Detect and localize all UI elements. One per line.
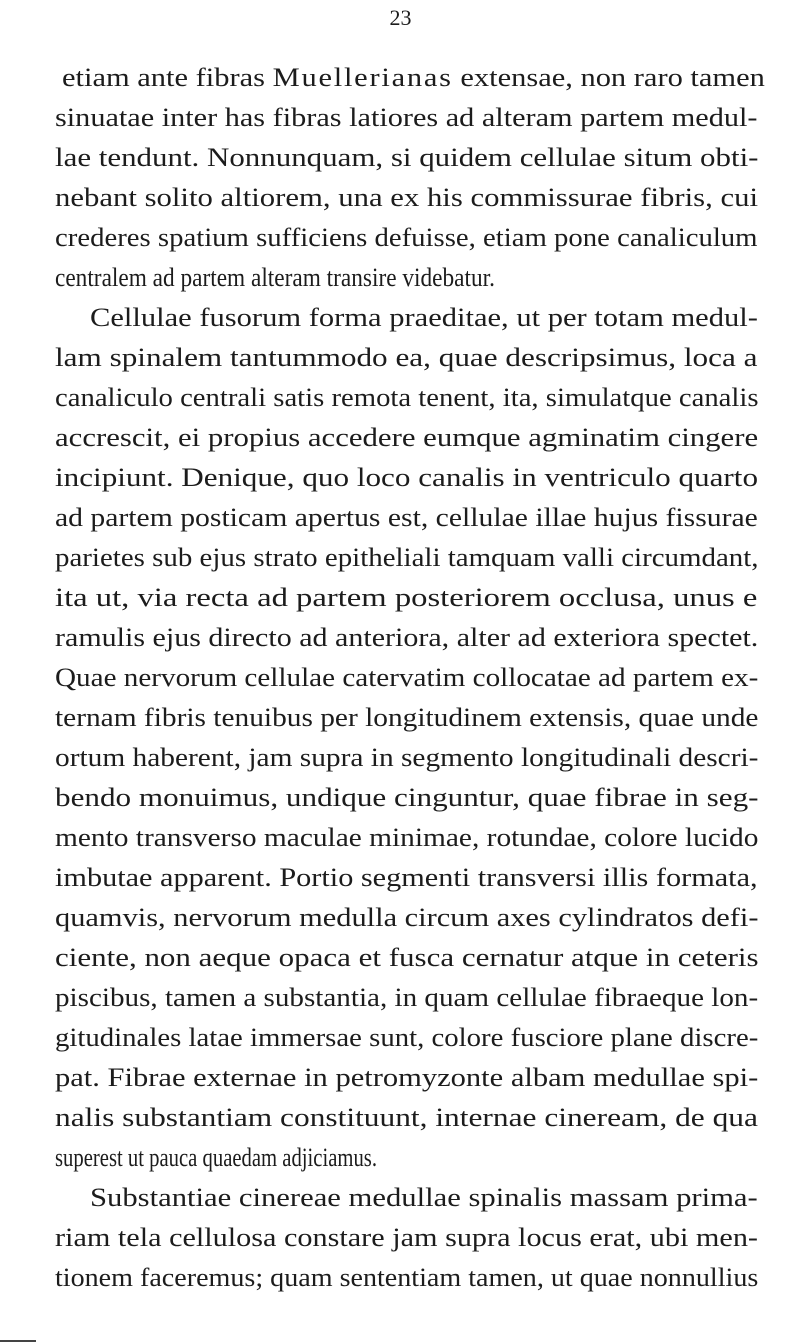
text-line [55,938,758,978]
text-line-content: ad partem posticam apertus est, cellulae illae hujus fissurae [55,503,758,532]
text-line [55,1218,758,1258]
text-line-content: ciente, non aeque opaca et fusca cernatur atque in ceteris [55,943,759,972]
text-line-content: incipiunt. Denique, quo loco canalis in ventriculo quarto [55,463,759,492]
text-line [55,898,758,938]
text-line-content: Cellulae fusorum forma praeditae, ut per totam medul- [90,303,758,332]
margin-rule [0,1340,36,1342]
text-line-content: ita ut, via recta ad partem posteriorem occlusa, unus e [55,583,758,612]
text-line-content: canaliculo centrali satis remota tenent, ita, simulatque canalis [55,383,759,412]
text-line-content: parietes sub ejus strato epitheliali tamquam valli circumdant, [55,543,759,572]
text-line [55,458,758,498]
text-line-content: lae tendunt. Nonnunquam, si quidem cellulae situm obti- [55,143,759,172]
text-line-content: lam spinalem tantummodo ea, quae descripsimus, loca a [55,343,758,372]
text-line [55,818,758,858]
text-line-content: superest ut pauca quaedam adjiciamus. [55,1143,378,1172]
text-line-content: ortum haberent, jam supra in segmento longitudinali descri- [55,743,759,772]
text-line [55,618,758,658]
text-line [55,698,758,738]
text-line-content: gitudinales latae immersae sunt, colore fusciore plane discre- [55,1023,759,1052]
text-line-content: quamvis, nervorum medulla circum axes cylindratos defi- [55,903,759,932]
text-line [55,978,758,1018]
text-line [62,58,765,98]
text-line [55,378,758,418]
text-line [55,738,758,778]
text-line [90,1178,758,1218]
text-line [55,98,758,138]
text-line-content: ternam fibris tenuibus per longitudinem extensis, quae unde [55,703,759,732]
text-line-content: riam tela cellulosa constare jam supra locus erat, ubi men- [55,1223,758,1252]
text-line [90,298,758,338]
text-line-content: mento transverso maculae minimae, rotundae, colore lucido [55,823,759,852]
text-line-content: nebant solito altiorem, una ex his commissurae fibris, cui [55,183,758,212]
text-line-content: Substantiae cinereae medullae spinalis massam prima- [90,1183,758,1212]
text-line-content: tionem faceremus; quam sententiam tamen, ut quae nonnullius [55,1263,759,1292]
emphasized-name: Muellerianas [272,63,453,92]
text-line [55,498,758,538]
text-line-content: Quae nervorum cellulae catervatim collocatae ad partem ex- [55,663,759,692]
text-line-content: centralem ad partem alteram transire videbatur. [55,263,495,292]
text-line [55,778,758,818]
text-line [55,578,758,618]
text-line [55,178,758,218]
text-line-content: piscibus, tamen a substantia, in quam cellulae fibraeque lon- [55,983,759,1012]
text-line [55,1018,758,1058]
text-line-content: crederes spatium sufficiens defuisse, etiam pone canaliculum [55,223,758,252]
text-line-content: ramulis ejus directo ad anteriora, alter ad exteriora spectet. [55,623,759,652]
page-number: 23 [389,5,412,30]
text-line [55,1258,758,1298]
text-line [55,418,758,458]
text-line-content: imbutae apparent. Portio segmenti transversi illis formata, [55,863,758,892]
text-line [55,138,758,178]
text-line [55,1098,758,1138]
text-line-content: sinuatae inter has fibras latiores ad alteram partem medul- [55,103,758,132]
text-line [55,658,758,698]
text-line [55,258,495,298]
text-line-content: nalis substantiam constituunt, internae cineream, de qua [55,1103,758,1132]
text-line-content: etiam ante fibras Muellerianas extensae, non raro tamen [62,63,765,92]
text-line [55,1058,758,1098]
text-line-content: accrescit, ei propius accedere eumque agminatim cingere [55,423,759,452]
text-line-content: bendo monuimus, undique cinguntur, quae fibrae in seg- [55,783,759,812]
text-line [55,218,758,258]
text-line-content: pat. Fibrae externae in petromyzonte albam medullae spi- [55,1063,759,1092]
text-line [55,858,758,898]
text-line [55,538,758,578]
text-line [55,338,758,378]
text-line [55,1138,377,1178]
